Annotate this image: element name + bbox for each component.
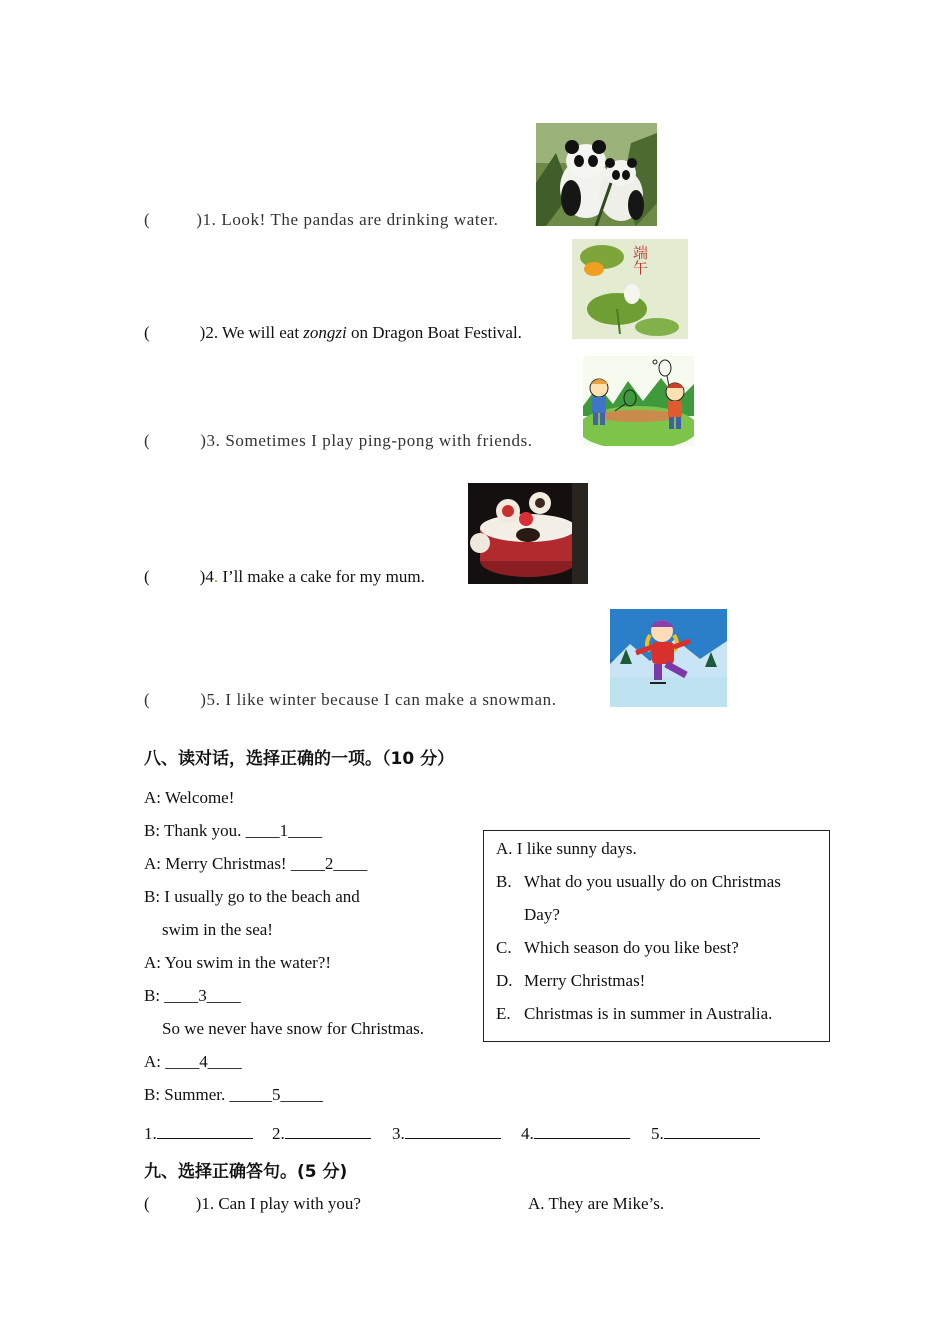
option-c: C. Which season do you like best? bbox=[496, 938, 739, 957]
dialogue-line: B: Summer. _____5_____ bbox=[144, 1085, 323, 1104]
cake-photo bbox=[468, 483, 588, 584]
dialogue-line: swim in the sea! bbox=[162, 920, 273, 939]
item-2: ( )2. We will eat zongzi on Dragon Boat Festival. bbox=[144, 323, 522, 342]
option-a: A. I like sunny days. bbox=[496, 839, 637, 858]
answer-paren-open[interactable]: ( bbox=[144, 210, 151, 229]
item-text: I like winter because I can make a snowman. bbox=[225, 690, 557, 709]
answer-paren-open[interactable]: ( bbox=[144, 1194, 150, 1213]
dialogue-line: B: Thank you. ____1____ bbox=[144, 821, 323, 840]
dragon-boat-festival-picture bbox=[572, 239, 688, 339]
answer-blank-4[interactable]: 4. bbox=[521, 1124, 630, 1144]
item-text: Sometimes I play ping-pong with friends. bbox=[225, 431, 533, 450]
answer-blank-2[interactable]: 2. bbox=[272, 1124, 371, 1144]
dialogue-line: A: You swim in the water?! bbox=[144, 953, 331, 972]
section-9-heading: 九、选择正确答句。(5 分) bbox=[144, 1162, 348, 1182]
image-caption: 端午 bbox=[631, 245, 649, 275]
dialogue-line: B: I usually go to the beach and bbox=[144, 887, 360, 906]
girl-skating-picture bbox=[610, 609, 727, 707]
option-d: D. Merry Christmas! bbox=[496, 971, 646, 990]
item-1: ( )1. Look! The pandas are drinking water. bbox=[144, 210, 499, 229]
children-badminton-picture bbox=[583, 356, 694, 446]
dialogue-line: A: Welcome! bbox=[144, 788, 235, 807]
item-4: ( )4. I’ll make a cake for my mum. bbox=[144, 567, 425, 586]
part9-option-a: A. They are Mike’s. bbox=[528, 1194, 665, 1213]
section-8-heading: 八、读对话，选择正确的一项。（10 分） bbox=[144, 749, 455, 769]
answer-paren-open[interactable]: ( bbox=[144, 431, 151, 450]
answer-blank-3[interactable]: 3. bbox=[392, 1124, 501, 1144]
dialogue-line: A: Merry Christmas! ____2____ bbox=[144, 854, 368, 873]
option-b: B. What do you usually do on Christmas bbox=[496, 872, 781, 891]
answer-blank-5[interactable]: 5. bbox=[651, 1124, 760, 1144]
option-b-cont: Day? bbox=[524, 905, 560, 924]
item-text: I’ll make a cake for my mum. bbox=[222, 567, 425, 586]
part9-question-1: ( )1. Can I play with you? bbox=[144, 1194, 361, 1213]
item-3: ( )3. Sometimes I play ping-pong with friends. bbox=[144, 431, 533, 450]
option-e: E. Christmas is in summer in Australia. bbox=[496, 1004, 773, 1023]
answer-paren-open[interactable]: ( bbox=[144, 567, 150, 586]
dialogue-line: A: ____4____ bbox=[144, 1052, 242, 1071]
answer-blank-1[interactable]: 1. bbox=[144, 1124, 253, 1144]
item-5: ( )5. I like winter because I can make a snowman. bbox=[144, 690, 557, 709]
panda-photo bbox=[536, 123, 657, 226]
answer-paren-open[interactable]: ( bbox=[144, 323, 150, 342]
dialogue-line: B: ____3____ bbox=[144, 986, 241, 1005]
dialogue-line: So we never have snow for Christmas. bbox=[162, 1019, 425, 1038]
answer-paren-open[interactable]: ( bbox=[144, 690, 151, 709]
item-text: Look! The pandas are drinking water. bbox=[221, 210, 499, 229]
